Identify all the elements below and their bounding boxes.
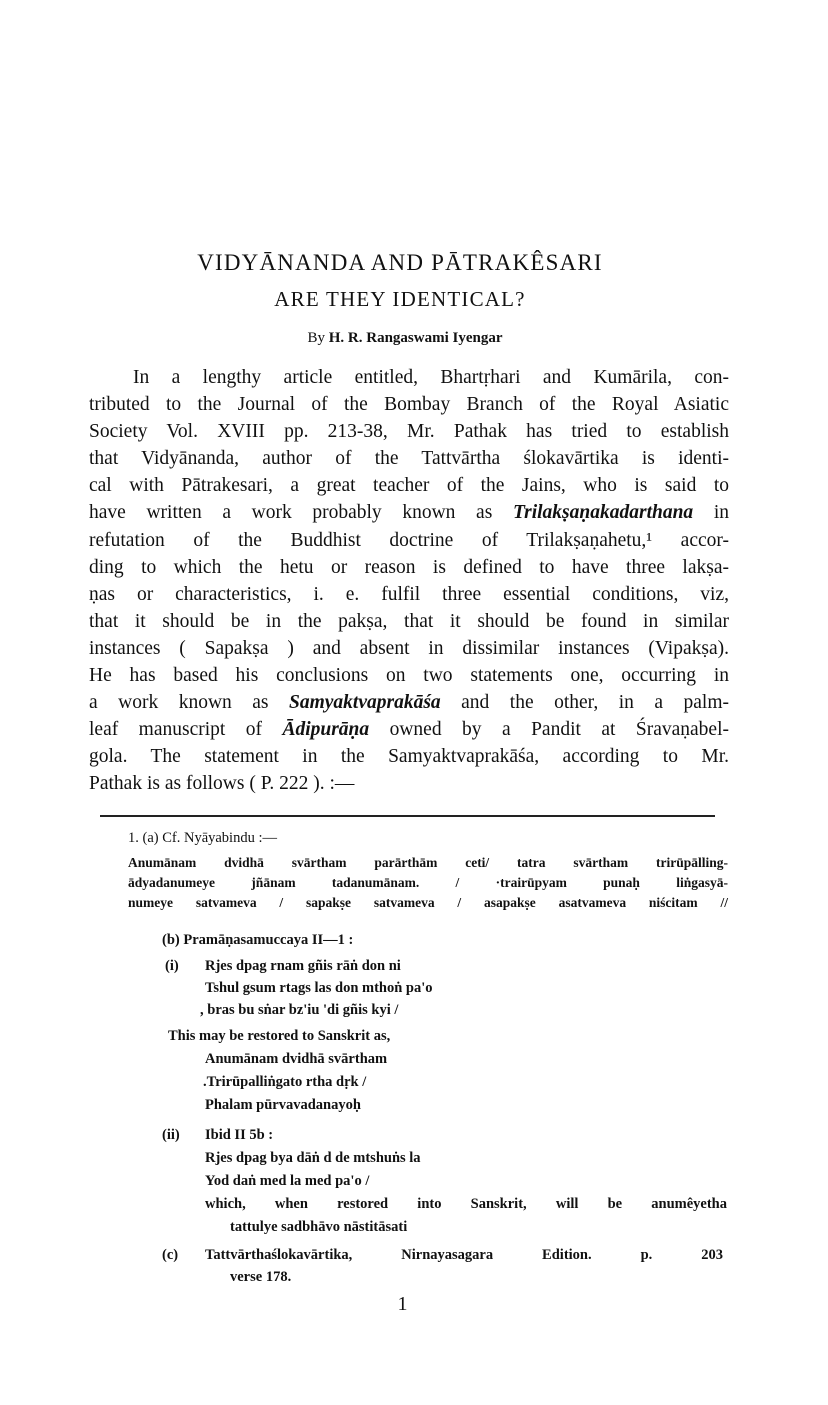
footnote-ii-line: tattulye sadbhāvo nāstitāsati xyxy=(230,1219,408,1235)
footnote-ii-line: Yod daṅ med la med pa'o / xyxy=(205,1173,370,1189)
body-line: Pathak is as follows ( P. 222 ). :— xyxy=(89,773,355,795)
body-line: cal with Pātrakesari, a great teacher of the Jains, who is said to xyxy=(89,475,729,497)
byline xyxy=(0,330,810,347)
body-line xyxy=(89,716,729,743)
body-text-segment: owned by a Pandit at Śravaṇabel- xyxy=(369,719,729,741)
footnote-line: Tattvārthaślokavārtika, Nirnayasagara Edition. p. 203 xyxy=(205,1247,723,1263)
footnote-ii-line xyxy=(205,1196,727,1213)
byline-prefix: By xyxy=(307,330,325,346)
footnote-b-label: (b) Pramāṇasamuccaya II—1 : xyxy=(162,932,354,948)
sanskrit-line: .Trirūpalliṅgato rtha dṛk / xyxy=(203,1074,367,1090)
body-line xyxy=(89,689,729,716)
tibetan-line: Rjes dpag rnam gñis rāṅ don ni xyxy=(205,958,401,974)
sanskrit-line: Phalam pūrvavadanayoḥ xyxy=(205,1097,361,1113)
body-text-segment: in xyxy=(693,502,729,524)
footnote-1-sanskrit xyxy=(128,855,728,911)
article-title-line-2: ARE THEY IDENTICAL? xyxy=(274,287,526,311)
footnote-i-label: (i) xyxy=(165,958,179,974)
footnote-ii-line: Rjes dpag bya dāṅ d de mtshuṅs la xyxy=(205,1150,421,1166)
body-line: Society Vol. XVIII pp. 213-38, Mr. Pathak has tried to establish xyxy=(89,421,729,443)
italic-title: Ādipurāṇa xyxy=(282,719,370,741)
author-name: H. R. Rangaswami Iyengar xyxy=(328,330,503,346)
body-line: that Vidyānanda, author of the Tattvārtha ślokavārtika is identi- xyxy=(89,448,729,470)
footnote-line: Anumānam dvidhā svārtham parārthām ceti/ tatra svārtham trirūpālling- xyxy=(128,855,728,870)
page-number: 1 xyxy=(397,1293,408,1315)
body-text-segment: have written a work probably known as xyxy=(89,502,513,524)
footnote-c-line: verse 178. xyxy=(230,1269,292,1285)
footnote-divider xyxy=(100,815,715,817)
body-line: instances ( Sapakṣa ) and absent in dissimilar instances (Vipakṣa). xyxy=(89,637,729,659)
body-text-segment: and the other, in a palm- xyxy=(440,692,729,714)
footnote-c-label: (c) xyxy=(162,1247,179,1263)
body-line: gola. The statement in the Samyaktvaprakāśa, according to Mr. xyxy=(89,746,729,768)
footnote-line: numeye satvameva / sapakṣe satvameva / asapakṣe asatvameva niścitam // xyxy=(128,895,728,910)
body-line: tributed to the Journal of the Bombay Branch of the Royal Asiatic xyxy=(89,394,729,416)
footnote-line: which, when restored into Sanskrit, will be anumêyetha xyxy=(205,1196,727,1212)
italic-title: Trilakṣaṇakadarthana xyxy=(512,502,694,524)
restore-note: This may be restored to Sanskrit as, xyxy=(168,1028,391,1044)
body-line: that it should be in the pakṣa, that it should be found in similar xyxy=(89,610,729,632)
footnote-1-label: 1. (a) Cf. Nyāyabindu :— xyxy=(128,830,277,846)
body-line: ding to which the hetu or reason is defined to have three lakṣa- xyxy=(89,556,729,578)
body-line: He has based his conclusions on two statements one, occurring in xyxy=(89,665,729,687)
tibetan-line: , bras bu sṅar bz'iu 'di gñis kyi / xyxy=(200,1002,399,1018)
footnote-line: ādyadanumeye jñānam tadanumānam. / ·trairūpyam punaḥ liṅgasyā- xyxy=(128,875,728,890)
footnote-ii-label: (ii) xyxy=(162,1127,180,1143)
body-line: ṇas or characteristics, i. e. fulfil three essential conditions, viz, xyxy=(89,583,729,605)
italic-title: Samyaktvaprakāśa xyxy=(288,692,441,714)
body-line xyxy=(89,499,729,526)
footnote-ii-line: Ibid II 5b : xyxy=(205,1127,274,1143)
body-paragraph xyxy=(89,364,729,798)
body-text-segment: a work known as xyxy=(89,692,289,714)
body-line: In a lengthy article entitled, Bhartṛhari and Kumārila, con- xyxy=(133,367,729,388)
article-title-line-1: VIDYĀNANDA AND PĀTRAKÊSARI xyxy=(197,250,603,275)
footnote-c-line xyxy=(205,1247,723,1264)
body-text-segment: leaf manuscript of xyxy=(89,719,283,741)
sanskrit-line: Anumānam dvidhā svārtham xyxy=(205,1051,388,1067)
tibetan-line: Tshul gsum rtags las don mthoṅ pa'o xyxy=(205,980,433,996)
body-line: refutation of the Buddhist doctrine of Trilakṣaṇahetu,¹ accor- xyxy=(89,529,729,551)
